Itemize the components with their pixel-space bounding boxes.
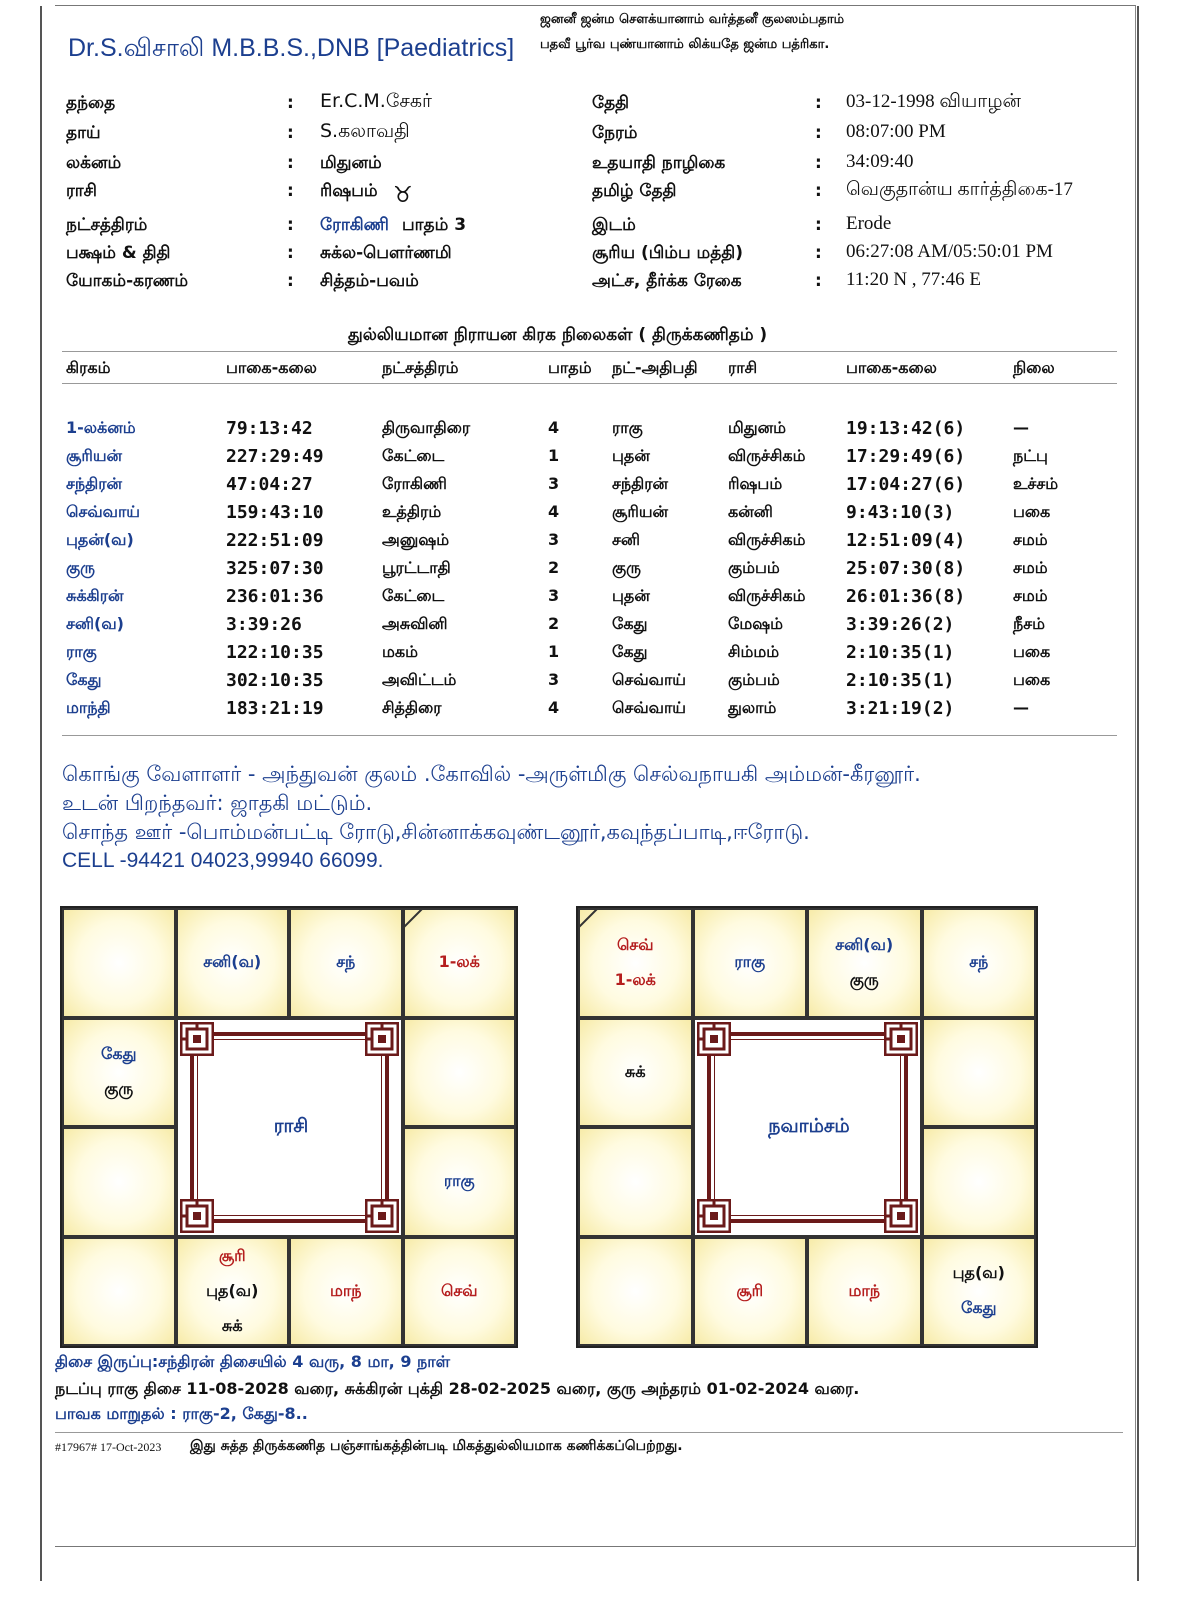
- colon: :: [815, 215, 822, 235]
- colon: :: [287, 215, 294, 235]
- table-cell: சிம்மம்: [728, 642, 780, 661]
- star-value: ரோகிணி: [320, 215, 389, 235]
- planet-label: மாந்: [848, 1280, 880, 1300]
- table-cell: ரோகிணி: [382, 474, 447, 493]
- detail-value: 34:09:40: [846, 151, 914, 172]
- table-cell: 47:04:27: [226, 474, 313, 495]
- colon: :: [815, 123, 822, 143]
- table-cell: ராகு: [66, 642, 97, 661]
- table-cell: 325:07:30: [226, 558, 324, 579]
- table-cell: அனுஷம்: [382, 530, 450, 549]
- table-cell: பகை: [1013, 502, 1051, 521]
- table-cell: சித்திரை: [382, 698, 442, 717]
- table-header: கிரகம்: [66, 358, 111, 377]
- planet-label: 1-லக்: [438, 952, 480, 972]
- table-cell: மிதுனம்: [728, 418, 787, 437]
- divider: [62, 351, 1117, 352]
- table-cell: செவ்வாய்: [612, 698, 687, 717]
- ornament-knot: [697, 1199, 731, 1233]
- table-cell: 183:21:19: [226, 698, 324, 719]
- chart-center: [176, 1018, 403, 1237]
- detail-value: 06:27:08 AM/05:50:01 PM: [846, 241, 1053, 262]
- colon: :: [287, 153, 294, 173]
- detail-value: 03-12-1998 வியாழன்: [846, 91, 1021, 112]
- chart-title: நவாம்சம்: [768, 1115, 850, 1137]
- chart-title: ராசி: [273, 1115, 309, 1137]
- detail-label: லக்னம்: [66, 153, 122, 173]
- footer-id: #17967# 17-Oct-2023: [55, 1440, 162, 1454]
- phone-line: CELL -94421 04023,99940 66099.: [62, 849, 384, 872]
- chart-house: [62, 1237, 176, 1347]
- divider: [55, 1432, 1123, 1433]
- chart-house: [807, 908, 922, 1018]
- detail-value: Erode: [846, 213, 892, 234]
- chart-frame: [60, 906, 518, 1348]
- table-cell: 17:04:27(6): [846, 474, 966, 495]
- table-cell: கேட்டை: [382, 586, 445, 605]
- planet-label: கேது: [961, 1298, 997, 1318]
- table-header: நட்-அதிபதி: [612, 358, 698, 377]
- table-cell: சமம்: [1013, 586, 1048, 605]
- ornament-knot: [884, 1199, 918, 1233]
- footer-note: இது சுத்த திருக்கணித பஞ்சாங்கத்தின்படி மிகத்துல்லியமாக கணிக்கப்பெற்றது.: [190, 1438, 683, 1454]
- table-cell: பகை: [1013, 670, 1051, 689]
- table-cell: விருச்சிகம்: [728, 586, 806, 605]
- detail-label: இடம்: [592, 215, 636, 235]
- planet-label: ராகு: [443, 1171, 475, 1191]
- table-cell: துலாம்: [728, 698, 777, 717]
- table-cell: புதன்(வ): [66, 530, 134, 549]
- family-line-2: உடன் பிறந்தவர்: ஜாதகி மட்டும்.: [62, 791, 373, 815]
- table-cell: பூரட்டாதி: [382, 558, 451, 577]
- colon: :: [815, 243, 822, 263]
- table-cell: விருச்சிகம்: [728, 530, 806, 549]
- colon: :: [815, 181, 822, 201]
- colon: :: [815, 153, 822, 173]
- table-header: ராசி: [728, 358, 758, 377]
- chart-house: [403, 1127, 517, 1237]
- chart-house: [62, 908, 176, 1018]
- table-cell: —: [1013, 698, 1029, 717]
- colon: :: [287, 93, 294, 113]
- divider: [62, 383, 1117, 384]
- divider: [62, 735, 1117, 736]
- detail-label: உதயாதி நாழிகை: [592, 153, 726, 173]
- detail-value: சித்தம்-பவம்: [320, 271, 419, 291]
- table-cell: 3: [548, 530, 560, 549]
- table-cell: 26:01:36(8): [846, 586, 966, 607]
- table-cell: மேஷம்: [728, 614, 784, 633]
- family-line-3: சொந்த ஊர் -பொம்மன்பட்டி ரோடு,சின்னாக்கவுண்டனூர்,கவுந்தப்பாடி,ஈரோடு.: [62, 820, 810, 844]
- ornament-knot: [180, 1022, 214, 1056]
- chart-house: [62, 1018, 176, 1128]
- current-dasa: நடப்பு ராகு திசை 11-08-2028 வரை, சுக்கிரன் புக்தி 28-02-2025 வரை, குரு அந்தரம் 01-02-2024 வரை.: [55, 1379, 860, 1398]
- table-cell: 3: [548, 586, 560, 605]
- chart-house: [176, 908, 290, 1018]
- detail-label: தேதி: [592, 93, 630, 113]
- table-cell: 3:39:26(2): [846, 614, 955, 635]
- planet-label: சுக்: [221, 1315, 243, 1335]
- planet-label: மாந்: [330, 1280, 362, 1300]
- table-cell: 222:51:09: [226, 530, 324, 551]
- table-cell: அசுவினி: [382, 614, 448, 633]
- detail-value: வெகுதான்ய கார்த்திகை-17: [846, 179, 1073, 200]
- detail-value: 11:20 N , 77:46 E: [846, 269, 981, 290]
- table-cell: 227:29:49: [226, 446, 324, 467]
- table-cell: 4: [548, 418, 560, 437]
- chart-house: [922, 1237, 1037, 1347]
- table-cell: 17:29:49(6): [846, 446, 966, 467]
- detail-label: சூரிய (பிம்ப மத்தி): [592, 243, 743, 263]
- table-cell: —: [1013, 418, 1029, 437]
- table-cell: கன்னி: [728, 502, 773, 521]
- table-header: பாகை-கலை: [846, 358, 937, 377]
- table-cell: 79:13:42: [226, 418, 313, 439]
- table-cell: 122:10:35: [226, 642, 324, 663]
- table-cell: புதன்: [612, 586, 650, 605]
- detail-value: Er.C.M.சேகர்: [320, 90, 432, 112]
- table-cell: சுக்கிரன்: [66, 586, 124, 605]
- doctor-name: Dr.S.விசாலி M.B.B.S.,DNB [Paediatrics]: [68, 34, 515, 62]
- chart-house: [403, 1018, 517, 1128]
- detail-label: தமிழ் தேதி: [592, 181, 677, 201]
- table-header: நட்சத்திரம்: [382, 358, 459, 377]
- planet-label: சுக்: [624, 1061, 646, 1081]
- planet-label: செவ்: [616, 934, 654, 954]
- table-cell: குரு: [66, 558, 95, 577]
- table-cell: 9:43:10(3): [846, 502, 955, 523]
- table-cell: செவ்வாய்: [612, 670, 687, 689]
- corner-marker: [403, 908, 425, 930]
- detail-value: சுக்ல-பௌர்ணமி: [320, 243, 452, 263]
- table-cell: 12:51:09(4): [846, 530, 966, 551]
- colon: :: [815, 93, 822, 113]
- table-cell: நீசம்: [1013, 614, 1045, 633]
- detail-label: நேரம்: [592, 123, 638, 143]
- colon: :: [287, 243, 294, 263]
- chart-center: [693, 1018, 922, 1237]
- chart-house: [693, 908, 808, 1018]
- table-header: பாகை-கலை: [226, 358, 317, 377]
- table-cell: சனி: [612, 530, 640, 549]
- table-header: நிலை: [1013, 358, 1055, 377]
- planet-label: சந்: [969, 952, 989, 972]
- chart-house: [922, 1127, 1037, 1237]
- ornament-knot: [697, 1022, 731, 1056]
- planet-label: 1-லக்: [614, 969, 656, 989]
- table-cell: மகம்: [382, 642, 418, 661]
- table-cell: 3: [548, 670, 560, 689]
- chart-house: [922, 908, 1037, 1018]
- chart-house: [403, 1237, 517, 1347]
- table-cell: கேது: [66, 670, 102, 689]
- table-cell: 3:39:26: [226, 614, 302, 635]
- colon: :: [287, 181, 294, 201]
- blessing-line-1: ஜனனீ ஜன்ம சௌக்யானாம் வர்த்தனீ குலஸம்பதாம்: [540, 12, 845, 27]
- chart-house: [289, 908, 403, 1018]
- planet-label: புத(வ): [952, 1263, 1005, 1283]
- table-cell: விருச்சிகம்: [728, 446, 806, 465]
- detail-label: ராசி: [66, 181, 97, 201]
- table-cell: 2: [548, 558, 560, 577]
- table-cell: சந்திரன்: [66, 474, 123, 493]
- table-cell: சூரியன்: [66, 446, 123, 465]
- detail-label: அட்ச, தீர்க்க ரேகை: [592, 271, 742, 291]
- chart-house: [578, 1018, 693, 1128]
- planet-label: சனி(வ): [203, 952, 262, 972]
- table-cell: 2:10:35(1): [846, 642, 955, 663]
- colon: :: [287, 123, 294, 143]
- ornament-knot: [180, 1199, 214, 1233]
- table-cell: சந்திரன்: [612, 474, 669, 493]
- table-cell: மாந்தி: [66, 698, 111, 717]
- planet-label: ராகு: [734, 952, 766, 972]
- table-cell: 2: [548, 614, 560, 633]
- planet-label: சூரி: [218, 1245, 246, 1265]
- detail-label: நட்சத்திரம்: [66, 215, 148, 235]
- table-cell: சனி(வ): [66, 614, 124, 633]
- planet-label: சந்: [336, 952, 356, 972]
- detail-value: 08:07:00 PM: [846, 121, 946, 142]
- corner-marker: [578, 908, 600, 930]
- chart-house: [807, 1237, 922, 1347]
- planet-label: கேது: [101, 1044, 137, 1064]
- family-line-1: கொங்கு வேளாளர் - அந்துவன் குலம் .கோவில் -அருள்மிகு செல்வநாயகி அம்மன்-கீரனூர்.: [62, 762, 921, 786]
- table-cell: சூரியன்: [612, 502, 669, 521]
- planet-label: குரு: [849, 969, 879, 989]
- colon: :: [287, 271, 294, 291]
- table-cell: ராகு: [612, 418, 643, 437]
- bhava-change: பாவக மாறுதல் : ராகு-2, கேது-8..: [55, 1404, 308, 1423]
- taurus-symbol: ♉: [393, 183, 413, 208]
- table-cell: 159:43:10: [226, 502, 324, 523]
- planet-label: சூரி: [736, 1280, 764, 1300]
- planet-label: சனி(வ): [835, 934, 894, 954]
- chart-house: [578, 1237, 693, 1347]
- chart-house: [578, 1127, 693, 1237]
- table-cell: கேது: [612, 614, 648, 633]
- chart-house: [693, 1237, 808, 1347]
- planet-label: செவ்: [440, 1280, 478, 1300]
- table-cell: அவிட்டம்: [382, 670, 457, 689]
- table-cell: கேட்டை: [382, 446, 445, 465]
- table-cell: 19:13:42(6): [846, 418, 966, 439]
- table-cell: 236:01:36: [226, 586, 324, 607]
- table-cell: உச்சம்: [1013, 474, 1059, 493]
- ornament-knot: [365, 1199, 399, 1233]
- blessing-line-2: பதவீ பூர்வ புண்யானாம் லிக்யதே ஜன்ம பத்ரிகா.: [540, 37, 830, 52]
- ornament-knot: [365, 1022, 399, 1056]
- detail-label: பக்ஷம் & திதி: [66, 243, 171, 263]
- table-cell: 1: [548, 642, 560, 661]
- table-cell: கும்பம்: [728, 558, 780, 577]
- table-cell: 4: [548, 698, 560, 717]
- table-cell: 25:07:30(8): [846, 558, 966, 579]
- table-cell: பகை: [1013, 642, 1051, 661]
- chart-house: [922, 1018, 1037, 1128]
- star-pada: பாதம் 3: [402, 215, 467, 235]
- chart-house: [62, 1127, 176, 1237]
- planet-label: குரு: [104, 1079, 134, 1099]
- table-cell: உத்திரம்: [382, 502, 442, 521]
- detail-value: மிதுனம்: [320, 153, 382, 173]
- table-cell: சமம்: [1013, 558, 1048, 577]
- ornament-knot: [884, 1022, 918, 1056]
- dasa-balance: திசை இருப்பு:சந்திரன் திசையில் 4 வரு, 8 மா, 9 நாள்: [55, 1352, 451, 1371]
- planet-label: புத(வ): [206, 1280, 259, 1300]
- chart-house: [289, 1237, 403, 1347]
- table-cell: 1: [548, 446, 560, 465]
- planet-table-title: துல்லியமான நிராயன கிரக நிலைகள் ( திருக்கணிதம் ): [348, 325, 768, 345]
- colon: :: [815, 271, 822, 291]
- table-cell: 1-லக்னம்: [66, 418, 136, 437]
- detail-value: ரிஷபம்: [320, 181, 378, 201]
- chart-house: [176, 1237, 290, 1347]
- table-cell: செவ்வாய்: [66, 502, 141, 521]
- table-cell: குரு: [612, 558, 641, 577]
- detail-label: தாய்: [66, 123, 101, 143]
- table-cell: சமம்: [1013, 530, 1048, 549]
- table-cell: திருவாதிரை: [382, 418, 471, 437]
- table-cell: 2:10:35(1): [846, 670, 955, 691]
- table-cell: புதன்: [612, 446, 650, 465]
- table-cell: கேது: [612, 642, 648, 661]
- table-cell: 3:21:19(2): [846, 698, 955, 719]
- table-cell: 3: [548, 474, 560, 493]
- chart-frame: [576, 906, 1038, 1348]
- table-cell: கும்பம்: [728, 670, 780, 689]
- detail-label: யோகம்-கரணம்: [66, 271, 189, 291]
- table-header: பாதம்: [548, 358, 592, 377]
- table-cell: நட்பு: [1013, 446, 1048, 465]
- table-cell: ரிஷபம்: [728, 474, 783, 493]
- table-cell: 4: [548, 502, 560, 521]
- detail-value: S.கலாவதி: [320, 120, 410, 142]
- detail-label: தந்தை: [66, 93, 116, 113]
- table-cell: 302:10:35: [226, 670, 324, 691]
